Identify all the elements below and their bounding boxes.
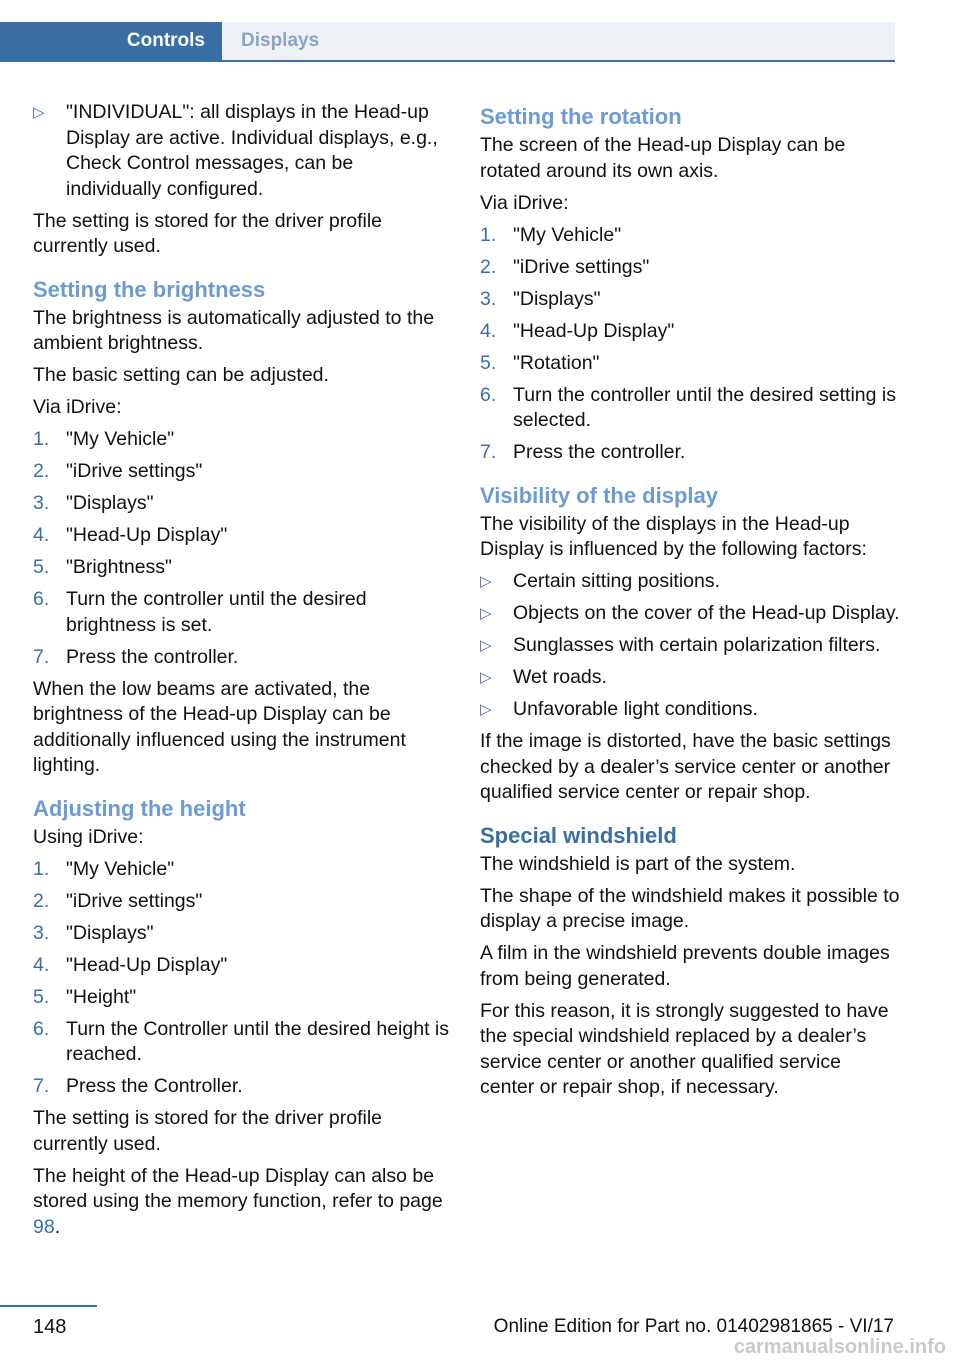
paragraph: The setting is stored for the driver profile currently used.: [33, 1107, 382, 1155]
edition-note: Online Edition for Part no. 01402981865 - VI/17: [493, 1316, 894, 1337]
section-heading-brightness: Setting the brightness: [33, 276, 266, 302]
list-item: 3. "Displays": [33, 492, 154, 514]
list-item: 4. "Head-Up Display": [33, 524, 228, 546]
section-heading-height: Adjusting the height: [33, 795, 246, 821]
list-item: 4. "Head-Up Display": [33, 953, 228, 976]
list-item: 2. "iDrive settings": [33, 889, 203, 912]
triangle-bullet-icon: ▷: [480, 669, 492, 686]
list-item: 6. Turn the controller until the desired brightness is set.: [33, 588, 367, 636]
list-item: ▷ Certain sitting positions.: [480, 569, 900, 595]
list-item: 7. Press the controller.: [33, 645, 239, 668]
list-item: ▷ Sunglasses with certain polarization filters.: [480, 633, 900, 659]
paragraph: If the image is distorted, have the basic settings checked by a dealer’s service center or another qualified service center or repair shop.: [480, 730, 891, 803]
list-item: ▷ Unfavorable light conditions.: [480, 697, 900, 723]
paragraph: The setting is stored for the driver profile currently used.: [33, 209, 382, 257]
paragraph: The shape of the windshield makes it possible to display a precise image.: [480, 884, 900, 932]
page-number: 148: [33, 1316, 67, 1338]
tab-displays[interactable]: Displays: [222, 22, 895, 60]
list-item: 4. "Head-Up Display": [480, 319, 675, 342]
list-item: ▷ Wet roads.: [480, 665, 900, 691]
paragraph: The height of the Head-up Display can also be stored using the memory function, refer to page 98.: [33, 1164, 443, 1238]
list-item: 2. "iDrive settings": [480, 255, 650, 278]
list-item: 2. "iDrive settings": [33, 460, 203, 482]
steps-list: [33, 857, 453, 1100]
paragraph: The basic setting can be adjusted.: [33, 364, 329, 386]
triangle-bullet-icon: ▷: [480, 605, 492, 622]
list-item: 7. Press the Controller.: [33, 1075, 243, 1097]
paragraph: A film in the windshield prevents double images from being generated.: [480, 942, 890, 990]
list-item: ▷ "INDIVIDUAL": all displays in the Head-up Display are active. Individual displays, e.g., Check Control messages, can be individually configured.: [33, 101, 438, 200]
section-heading-visibility: Visibility of the display: [480, 482, 718, 508]
paragraph: The screen of the Head-up Display can be rotated around its own axis.: [480, 134, 846, 182]
list-item: 6. Turn the Controller until the desired height is reached.: [33, 1017, 449, 1065]
triangle-bullet-icon: ▷: [480, 701, 492, 718]
header-divider: [0, 60, 895, 62]
paragraph: The brightness is automatically adjusted to the ambient brightness.: [33, 306, 435, 354]
triangle-bullet-icon: ▷: [33, 104, 45, 121]
paragraph: Using iDrive:: [33, 825, 144, 848]
list-item: 5. "Rotation": [480, 351, 600, 374]
factors-list: [480, 569, 900, 723]
page-reference-link[interactable]: 98: [33, 1215, 55, 1238]
list-item: 7. Press the controller.: [480, 441, 686, 463]
list-item: 3. "Displays": [480, 287, 601, 310]
section-heading-rotation: Setting the rotation: [480, 104, 682, 129]
triangle-bullet-icon: ▷: [480, 573, 492, 590]
steps-list: [33, 427, 453, 670]
paragraph: Via iDrive:: [480, 191, 569, 214]
list-item: 1. "My Vehicle": [33, 857, 175, 880]
tab-controls[interactable]: Controls: [0, 22, 222, 60]
watermark: carmanualsonline.info: [733, 1336, 946, 1358]
paragraph: Via iDrive:: [33, 396, 122, 418]
right-column: [480, 100, 900, 1107]
list-item: 1. "My Vehicle": [480, 223, 622, 246]
section-heading-windshield: Special windshield: [480, 822, 677, 848]
paragraph: The windshield is part of the system.: [480, 852, 796, 875]
paragraph: When the low beams are activated, the brightness of the Head-up Display can be additionally influenced using the instrument lighting.: [33, 677, 406, 776]
list-item: 1. "My Vehicle": [33, 428, 175, 450]
header-bar: [0, 22, 895, 62]
intro-bullet-list: [33, 100, 453, 202]
list-item: 5. "Height": [33, 985, 137, 1008]
triangle-bullet-icon: ▷: [480, 637, 492, 654]
paragraph: For this reason, it is strongly suggested to have the special windshield replaced by a dealer’s service center or another qualified service center or repair shop, if necessary.: [480, 999, 889, 1098]
list-item: 3. "Displays": [33, 921, 154, 944]
list-item: 6. Turn the controller until the desired setting is selected.: [480, 383, 896, 431]
steps-list: [480, 223, 900, 466]
list-item: 5. "Brightness": [33, 556, 172, 578]
list-item: ▷ Objects on the cover of the Head-up Display.: [480, 601, 900, 627]
left-column: [33, 100, 453, 1247]
footer-divider: [0, 1305, 97, 1307]
paragraph: The visibility of the displays in the Head-up Display is influenced by the following factors:: [480, 512, 867, 560]
